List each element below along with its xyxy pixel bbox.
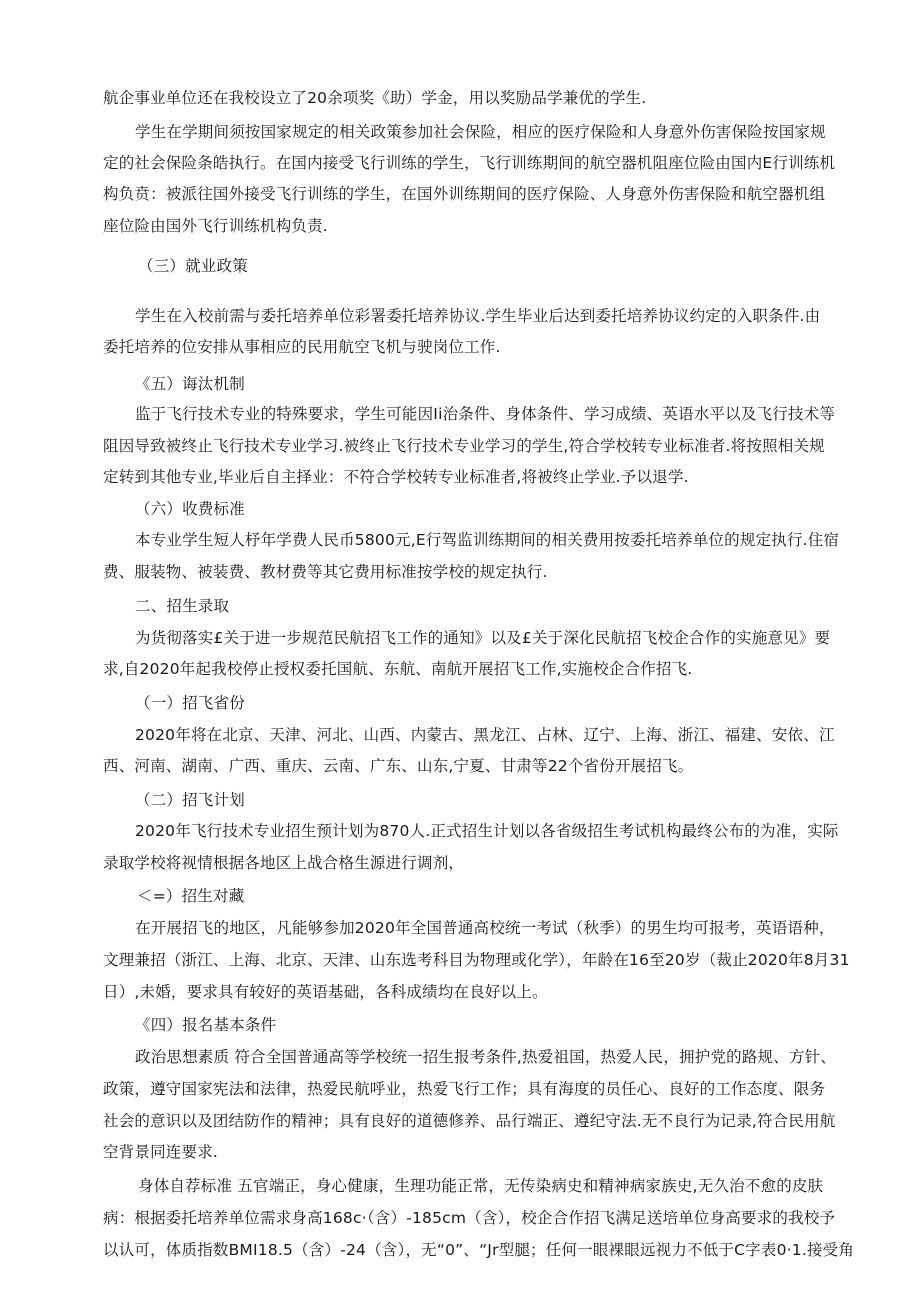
paragraph-p5-line-2: 费、服装物、被装费、教材费等其它费用标准按学校的规定执行. [103, 563, 548, 581]
paragraph-p3-line-2: 委托培养的位安排从事相应的民用航空飞机与驶岗位工作. [103, 338, 501, 356]
section-heading-targets: ＜=）招生对藏 [137, 887, 245, 905]
paragraph-p11-line-3: 以认可，体质指数BMI18.5（含）-24（含），无“0”、“Jr型腿；任何一眼裸眼远视力不低于C字表0·1.接受角 [103, 1241, 855, 1259]
paragraph-p5-line-1: 本专业学生短人杼年学费人民币5800元,E行驾监训练期间的相关费用按委托培养单位的规定执行.住宿 [135, 531, 840, 549]
paragraph-p9-line-2: 文理兼招（浙江、上海、北京、天津、山东选考科目为物理或化学），年龄在16至20岁（裁止2020年8月31 [103, 951, 850, 969]
paragraph-p7-line-1: 2020年将在北京、天津、河北、山西、内蒙古、黑龙江、占林、辽宁、上海、浙江、福建、安依、江 [135, 726, 835, 744]
paragraph-p10-line-4: 空背景同连要求. [103, 1143, 219, 1161]
section-heading-employment: （三）就业政策 [138, 257, 248, 275]
paragraph-p10-line-1: 政治思想素质 符合全国普通高等学校统一招生报考条件,热爱祖国，热爱人民，拥护党的路规、方针、 [135, 1048, 837, 1066]
paragraph-p4-line-2: 阻因导致被终止飞行技术专业学习.被终止飞行技术专业学习的学生,符合学校转专业标准者.将按照相关规 [103, 437, 825, 455]
section-heading-elimination: 《五）诲汰机制 [135, 375, 245, 393]
section-heading-provinces: （一）招飞省份 [135, 694, 245, 712]
paragraph-p2-line-3: 构负贲：被派往国外接受飞行训练的学生，在国外训练期间的医疗保险、人身意外伤害保险和航空器机组 [103, 185, 826, 203]
paragraph-p4-line-1: 监于飞行技术专业的特殊要求，学生可能因Ii治条件、身体条件、学习成绩、英语水平以及飞行技术等 [135, 405, 836, 423]
section-heading-plan: （二）招飞计划 [135, 791, 245, 809]
paragraph-p10-line-3: 社会的意识以及团结防作的精神；具有良好的道德修养、品行端正、遵纪守法.无不良行为记录,符合民用航 [103, 1112, 836, 1130]
paragraph-p11-line-1: 身体自荐标准 五官端正，身心健康，生理功能正常，无传染病史和精神病家族史,无久治不愈的皮肤 [138, 1177, 824, 1195]
paragraph-p6-line-1: 为货彻落实£关于进一步规范民航招飞工作的通知》以及£关于深化民航招飞校企合作的实施意见》要 [135, 629, 831, 647]
paragraph-p2-line-2: 定的社会保险条皓执行。在国内接受飞行训练的学生，飞行训练期间的航空器机阻座位险由国内E行训练机 [103, 154, 836, 172]
paragraph-p3-line-1: 学生在入校前需与委托培养单位彩署委托培养协议.学生毕业后达到委托培养协议约定的入职条件.由 [135, 307, 821, 325]
section-heading-fees: （六）收费标准 [135, 500, 245, 518]
paragraph-p2-line-1: 学生在学期间须按国家规定的相关政策参加社会保险，相应的医疗保险和人身意外伤害保险按国家规 [135, 123, 826, 141]
section-heading-requirements: 《四）报名基本条件 [135, 1016, 277, 1034]
paragraph-p7-line-2: 西、河南、湖南、广西、重庆、云南、广东、山东,宁夏、甘肃等22个省份开展招飞。 [103, 757, 694, 775]
paragraph-p2-line-4: 座位险由国外飞行训练机构负责. [103, 217, 328, 235]
paragraph-p11-line-2: 病：根据委托培养单位需求身高168c·（含）-185cm（含），校企合作招飞满足送培单位身高要求的我校予 [103, 1209, 836, 1227]
paragraph-p8-line-1: 2020年飞行技术专业招生预计划为870人.正式招生计划以各省级招生考试机构最终公布的为准，实际 [135, 822, 839, 840]
paragraph-p10-line-2: 政策，遵守国家宪法和法律，热爱民航呼业，热爱飞行工作；具有海度的员任心、良好的工作态度、限务 [103, 1080, 826, 1098]
paragraph-p9-line-1: 在开展招飞的地区，凡能够参加2020年全国普通高校统一考试（秋季）的男生均可报考，英语语种， [135, 919, 835, 937]
paragraph-p6-line-2: 求,自2020年起我校停止授权委托国航、东航、南航开展招飞工作,实施校企合作招飞. [103, 660, 693, 678]
section-heading-admission: 二、招生录取 [135, 597, 230, 615]
paragraph-p8-line-2: 录取学校将视情根据各地区上战合格生源进行调剂， [103, 854, 465, 872]
paragraph-p9-line-3: 日）,未婚，要求具有较好的英语基础，各科成绩均在良好以上。 [103, 983, 548, 1001]
paragraph-p4-line-3: 定转到其他专业,毕业后自主择业：不符合学校转专业标准者,将被终止学业.予以退学. [103, 468, 689, 486]
paragraph-p1-line-1: 航企事业单位还在我校设立了20余项奖《助）学金，用以奖励品学兼优的学生. [103, 89, 647, 107]
